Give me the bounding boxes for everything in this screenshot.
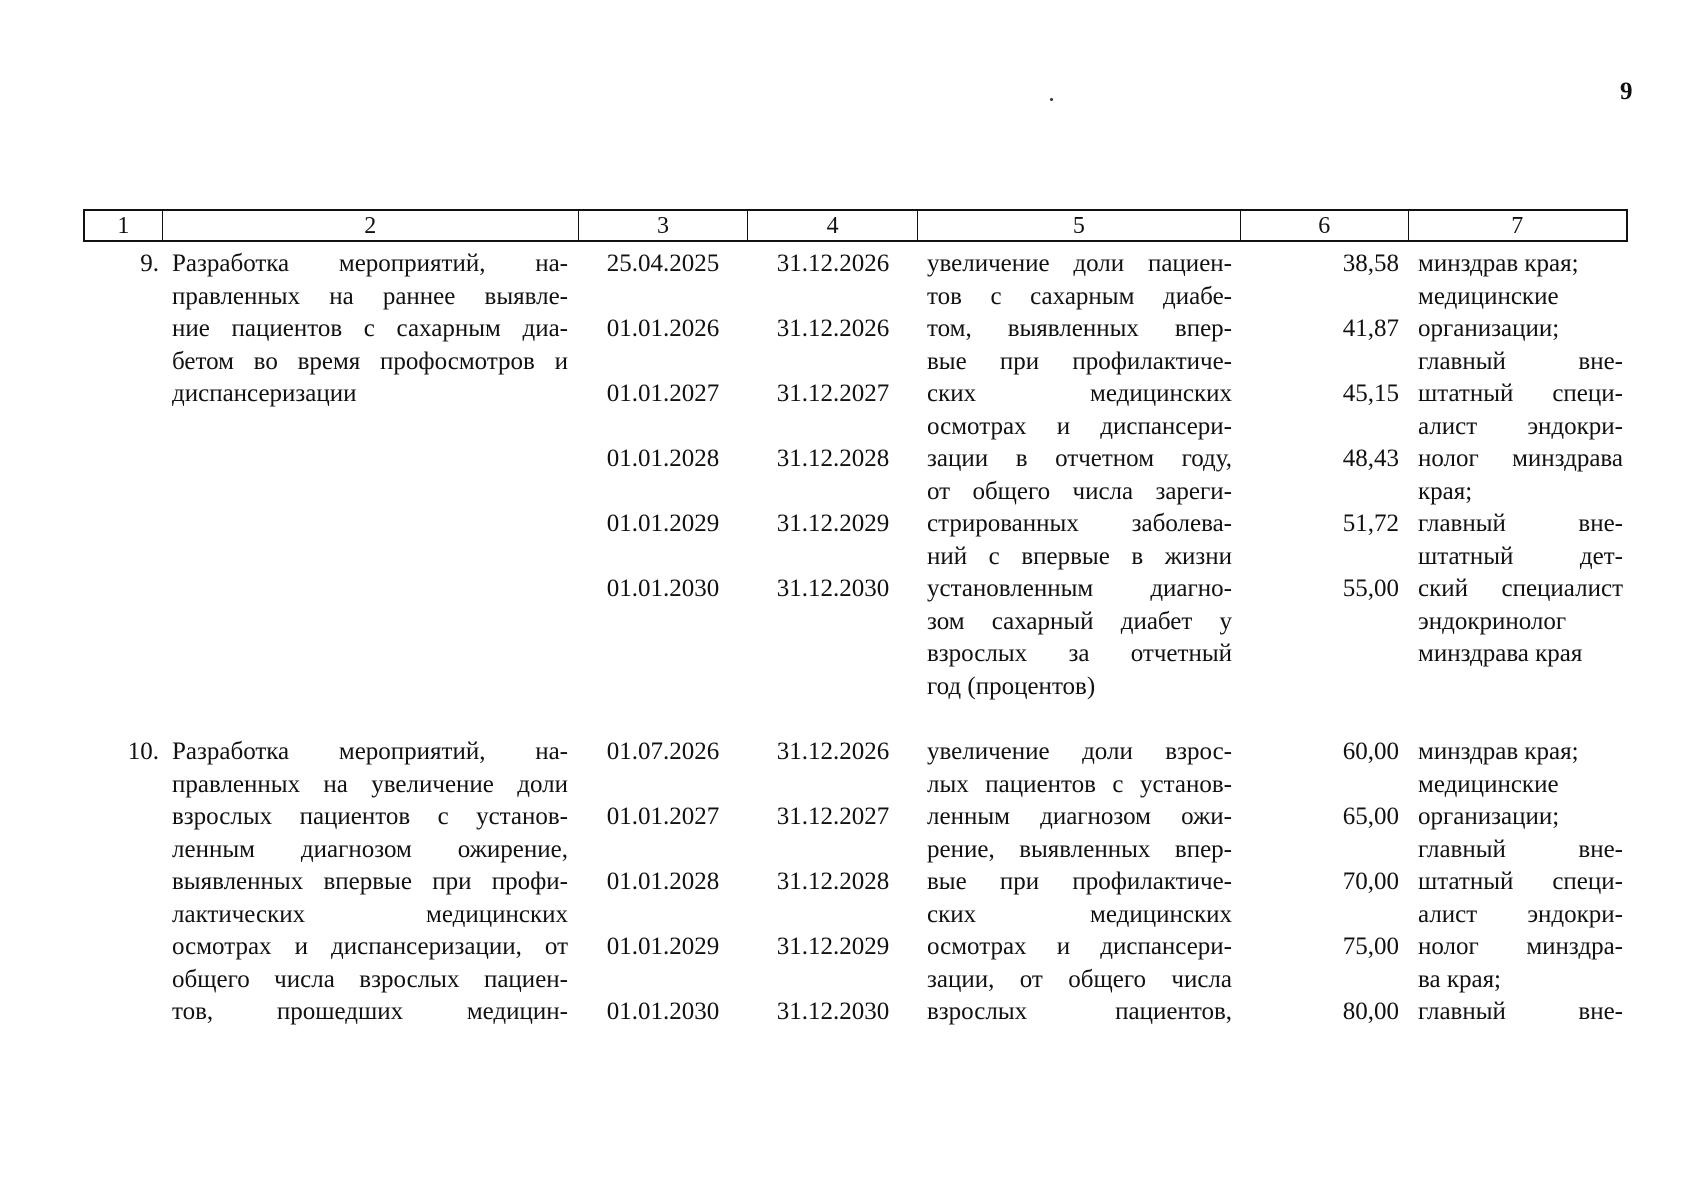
row-number: 9. xyxy=(140,250,159,277)
description-line: правленных на увеличение доли xyxy=(172,770,568,798)
indicator-line: увеличение доли пациен- xyxy=(927,250,1232,277)
responsible-line: минздрав края; xyxy=(1418,250,1579,277)
start-date: 01.01.2027 xyxy=(606,380,720,407)
start-date: 25.04.2025 xyxy=(606,250,720,277)
end-date: 31.12.2027 xyxy=(776,380,890,407)
indicator-value: 41,87 xyxy=(1342,315,1399,342)
description-line: взрослых пациентов с установ- xyxy=(172,803,568,830)
header-col-3: 3 xyxy=(579,211,749,240)
indicator-value: 80,00 xyxy=(1342,998,1399,1025)
table-header-row xyxy=(83,209,1628,242)
description-line: выявленных впервые при профи- xyxy=(172,868,568,895)
indicator-line: том, выявленных впер- xyxy=(927,315,1232,342)
end-date: 31.12.2028 xyxy=(776,445,890,472)
responsible-line: штатный специ- xyxy=(1418,380,1623,407)
indicator-line: год (процентов) xyxy=(927,672,1096,700)
indicator-line: осмотрах и диспансери- xyxy=(927,412,1232,440)
indicator-line: рение, выявленных впер- xyxy=(927,835,1232,863)
responsible-line: минздрава края xyxy=(1418,640,1583,667)
description-line: Разработка мероприятий, на- xyxy=(172,250,568,277)
start-date: 01.01.2029 xyxy=(606,933,720,960)
indicator-description xyxy=(927,248,1232,703)
header-col-4: 4 xyxy=(748,211,918,240)
end-date: 31.12.2026 xyxy=(776,315,890,342)
responsible-parties xyxy=(1418,736,1623,1029)
responsible-line: алист эндокри- xyxy=(1418,412,1623,440)
description-line: ленным диагнозом ожирение, xyxy=(172,835,568,863)
start-date: 01.01.2028 xyxy=(606,868,720,895)
description-line: правленных на раннее выявле- xyxy=(172,282,568,310)
description-line: общего числа взрослых пациен- xyxy=(172,965,568,993)
indicator-value: 48,43 xyxy=(1342,445,1399,472)
indicator-value: 38,58 xyxy=(1342,250,1399,277)
page-number: 9 xyxy=(1620,78,1633,105)
responsible-line: нолог минздра- xyxy=(1418,933,1623,960)
responsible-line: главный вне- xyxy=(1418,998,1623,1025)
indicator-value: 55,00 xyxy=(1342,575,1399,602)
start-date: 01.01.2028 xyxy=(606,445,720,472)
responsible-line: организации; xyxy=(1418,803,1560,830)
indicator-value: 65,00 xyxy=(1342,803,1399,830)
indicator-line: зации в отчетном году, xyxy=(927,445,1232,472)
description-line: бетом во время профосмотров и xyxy=(172,347,568,375)
indicator-value: 70,00 xyxy=(1342,868,1399,895)
responsible-line: края; xyxy=(1418,477,1473,505)
description-line: диспансеризации xyxy=(172,380,357,407)
end-date: 31.12.2030 xyxy=(776,998,890,1025)
responsible-line: штатный дет- xyxy=(1418,542,1623,570)
start-date: 01.01.2030 xyxy=(606,575,720,602)
end-date: 31.12.2026 xyxy=(776,250,890,277)
responsible-line: медицинские xyxy=(1418,770,1559,798)
indicator-value: 51,72 xyxy=(1342,510,1399,537)
responsible-line: организации; xyxy=(1418,315,1560,342)
start-date: 01.01.2030 xyxy=(606,998,720,1025)
indicator-description xyxy=(927,736,1232,1029)
indicator-line: зом сахарный диабет у xyxy=(927,607,1232,635)
indicator-line: вые при профилактиче- xyxy=(927,347,1232,375)
indicator-value: 75,00 xyxy=(1342,933,1399,960)
indicator-value: 60,00 xyxy=(1342,738,1399,765)
end-date: 31.12.2026 xyxy=(776,738,890,765)
responsible-line: главный вне- xyxy=(1418,510,1623,537)
responsible-line: медицинские xyxy=(1418,282,1559,310)
indicator-line: лых пациентов с установ- xyxy=(927,770,1232,798)
header-col-6: 6 xyxy=(1241,211,1409,240)
responsible-line: ва края; xyxy=(1418,965,1502,993)
description-line: тов, прошедших медицин- xyxy=(172,998,568,1025)
responsible-line: алист эндокри- xyxy=(1418,900,1623,928)
responsible-line: эндокринолог xyxy=(1418,607,1567,635)
end-date: 31.12.2028 xyxy=(776,868,890,895)
scan-speck xyxy=(1050,98,1053,101)
responsible-line: главный вне- xyxy=(1418,347,1623,375)
responsible-line: минздрав края; xyxy=(1418,738,1579,765)
indicator-line: ских медицинских xyxy=(927,380,1232,407)
measure-description xyxy=(172,736,568,1029)
responsible-line: ский специалист xyxy=(1418,575,1623,602)
indicator-line: тов с сахарным диабе- xyxy=(927,282,1232,310)
end-date: 31.12.2030 xyxy=(776,575,890,602)
start-date: 01.01.2027 xyxy=(606,803,720,830)
description-line: ние пациентов с сахарным диа- xyxy=(172,315,568,342)
start-date: 01.01.2029 xyxy=(606,510,720,537)
indicator-line: зации, от общего числа xyxy=(927,965,1232,993)
indicator-value: 45,15 xyxy=(1342,380,1399,407)
start-date: 01.01.2026 xyxy=(606,315,720,342)
responsible-parties xyxy=(1418,248,1623,671)
row-number: 10. xyxy=(127,738,159,765)
responsible-line: нолог минздрава xyxy=(1418,445,1623,472)
indicator-line: установленным диагно- xyxy=(927,575,1232,602)
header-col-7: 7 xyxy=(1511,213,1524,239)
indicator-line: ленным диагнозом ожи- xyxy=(927,803,1232,830)
description-line: Разработка мероприятий, на- xyxy=(172,738,568,765)
end-date: 31.12.2029 xyxy=(776,510,890,537)
indicator-line: ских медицинских xyxy=(927,900,1232,928)
header-col-1: 1 xyxy=(85,211,163,240)
indicator-line: взрослых за отчетный xyxy=(927,640,1232,667)
indicator-line: ний с впервые в жизни xyxy=(927,542,1232,570)
description-line: осмотрах и диспансеризации, от xyxy=(172,933,568,960)
indicator-line: взрослых пациентов, xyxy=(927,998,1232,1025)
measure-description xyxy=(172,248,568,411)
end-date: 31.12.2029 xyxy=(776,933,890,960)
responsible-line: главный вне- xyxy=(1418,835,1623,863)
header-col-5: 5 xyxy=(918,211,1241,240)
start-date: 01.07.2026 xyxy=(606,738,720,765)
description-line: лактических медицинских xyxy=(172,900,568,928)
indicator-line: вые при профилактиче- xyxy=(927,868,1232,895)
responsible-line: штатный специ- xyxy=(1418,868,1623,895)
end-date: 31.12.2027 xyxy=(776,803,890,830)
indicator-line: стрированных заболева- xyxy=(927,510,1232,537)
header-col-2: 2 xyxy=(163,211,579,240)
indicator-line: от общего числа зареги- xyxy=(927,477,1232,505)
indicator-line: увеличение доли взрос- xyxy=(927,738,1232,765)
indicator-line: осмотрах и диспансери- xyxy=(927,933,1232,960)
